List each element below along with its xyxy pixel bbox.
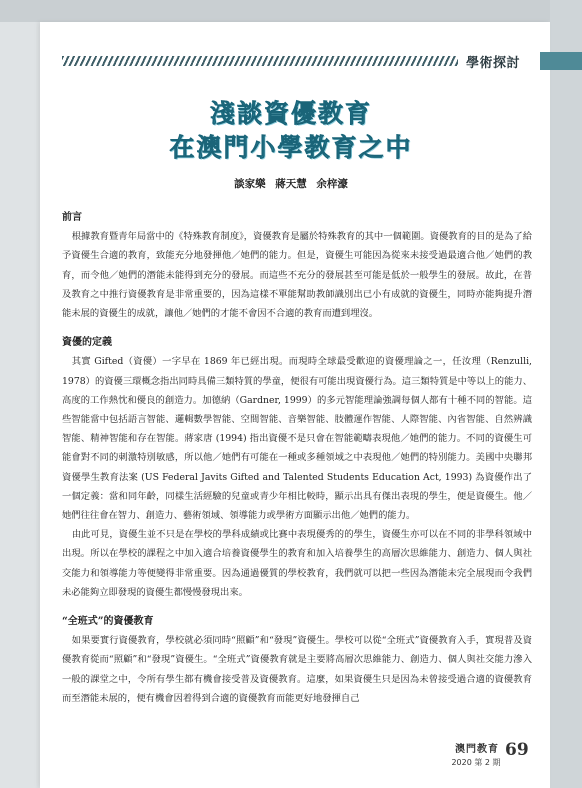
paragraph: 根據教育暨青年局當中的《特殊教育制度》，資優教育是屬於特殊教育的其中一個範圍。資優教育的目的是為了給予資優生合適的教育，致能充分地發揮他／她們的能力。但是，資優生可能因為從來未接受過最適合他／她們的教育，而令他／她們的潛能未能得到充分的發展。而這些不充分的發展甚至可能是低於一般學生的發展。故此，在普及教育之中推行資優教育是非常重要的，因為這樣不單能幫助教師識別出已小有成就的資優生，同時亦能夠提升潛能未展的資優生的成就，讓他／她們的才能不會因不合適的教育而遭到埋沒。 [62,231,532,320]
section-heading: “全班式”的資優教育 [62,616,154,628]
paragraph: 由此可見，資優生並不只是在學校的學科成績或比賽中表現優秀的的學生，資優生亦可以在不同的非學科領域中出現。所以在學校的課程之中加入適合培養資優學生的教育和加入培養學生的高層次思維能力、創造力、個人與社交能力和領導能力等便變得非常重要。因為通過優質的學校教育，我們就可以把一些因為潛能未完全展現而令我們未必能夠立即發現的資優生都慢慢發現出來。 [62,529,532,598]
article-title-line2: 在澳門小學教育之中 [169,133,413,162]
issue-label: 2020 第 2 期 [451,758,501,767]
section-heading: 資優的定義 [62,337,112,349]
section-color-block [540,52,582,70]
article-authors: 談家樂 蔣天慧 余梓濠 [234,178,348,190]
article-body [62,208,532,708]
page-number: 69 [505,740,529,760]
section-heading: 前言 [62,212,82,223]
header-hatched-stripe [62,56,458,66]
paragraph: 其實 Gifted（資優）一字早在 1869 年已經出現。而現時全球最受歡迎的資優理論之一，任汝理（Renzulli, 1978）的資優三環概念指出同時具備三類特質的學童，便很有可能出現資優行為。這三類特質是中等以上的能力、高度的工作熱忱和優良的創造力。加德納（Gardner, 1999）的多元智能理論強調每個人都有十種不同的智能。這些智能當中包括語言智能、邏輯數學智能、空間智能、音樂智能、肢體運作智能、人際智能、內省智能、自然辨識智能、精神智能和存在智能。蔣家唐 (1994) 指出資優不是只會在智能範疇表現他／她們的能力。不同的資優生可能會對不同的刺激特別敏感，所以他／她們有可能在一種或多種領域之中表現他／她們的特別能力。美國中央聯邦資優學生教育法案 (US Federal Javits Gifted and Talented Students Education Act, 1993) 為資優作出了一個定義：當和同年齡，同樣生活經驗的兒童或青少年相比較時，顯示出具有傑出表現的學生，便是資優生。他／她們往往會在智力、創造力、藝術領域、領導能力或學術方面顯示出他／她們的能力。 [62,356,532,522]
article-title-line1: 淺談資優教育 [209,99,372,128]
magazine-name: 澳門教育 [455,744,499,755]
section-tag: 學術探討 [466,56,521,71]
top-background-band [0,0,582,22]
paragraph: 如果要實行資優教育，學校就必須同時“照顧”和“發現”資優生。學校可以從“全班式”資優教育入手，實現普及資優教育從而“照顧”和“發現”資優生。“全班式”資優教育就是主要將高層次思維能力、創造力、個人與社交能力滲入一般的課堂之中，令所有學生都有機會接受普及資優教育。這麼，如果資優生只是因為未曾接受過合適的資優教育而至潛能未展的，便有機會因着得到合適的資優教育而能更好地發揮自己 [62,635,532,704]
